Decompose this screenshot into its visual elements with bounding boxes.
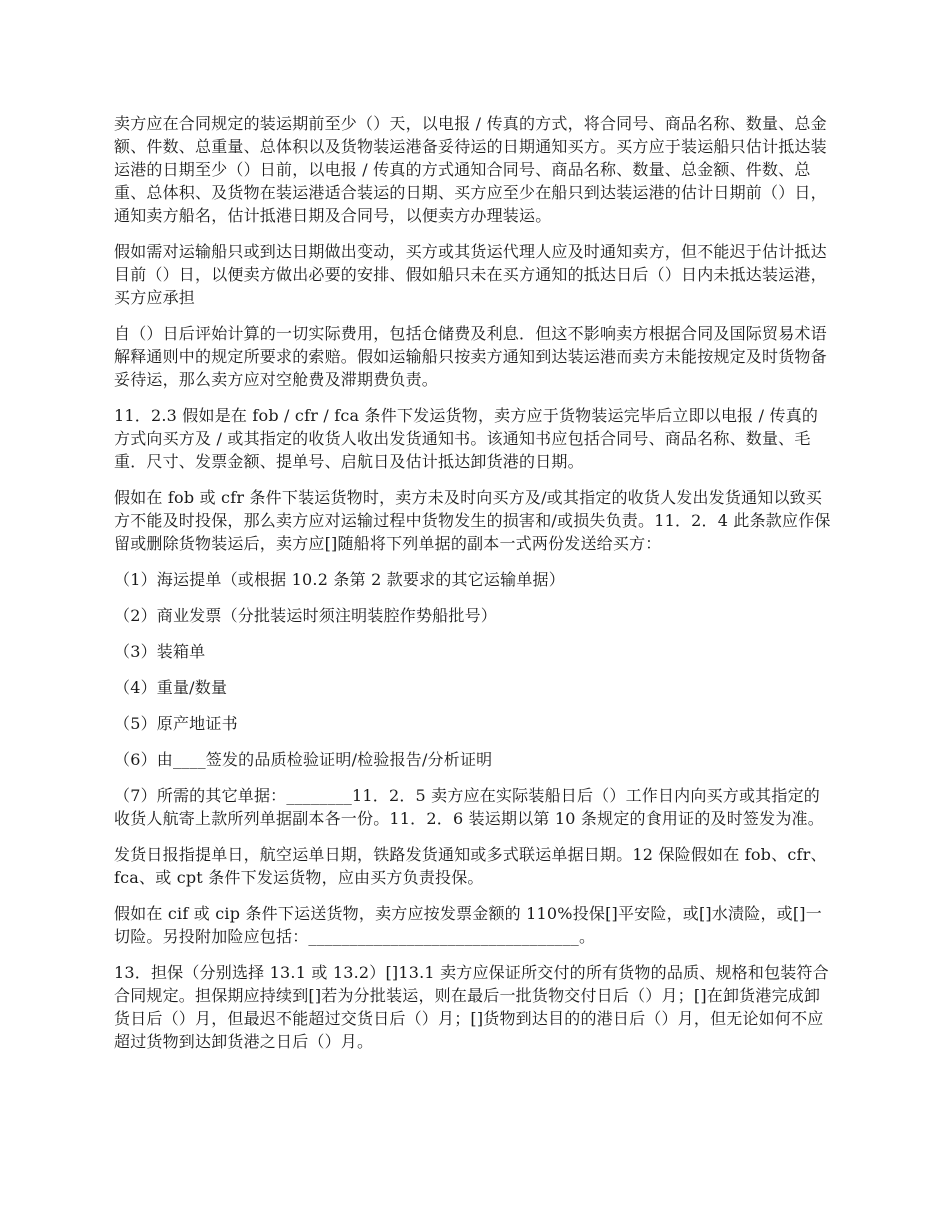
list-item-commercial-invoice: （2）商业发票（分批装运时须注明装腔作势船批号） <box>114 606 497 625</box>
paragraph-other-documents: （7）所需的其它单据：________11．2．5 卖方应在实际装船日后（）工作日内向买方或其指定的收货人航寄上款所列单据副本各一份。11．2．6 装运期以第 10 条规定的食用证的及时签发为准。 <box>114 786 824 828</box>
list-item-weight-quantity: （4）重量/数量 <box>114 678 228 697</box>
list-item-packing-list: （3）装箱单 <box>114 642 206 661</box>
list-item-bill-of-lading: （1）海运提单（或根据 10.2 条第 2 款要求的其它运输单据） <box>114 570 565 589</box>
paragraph-cif-cip: 假如在 cif 或 cip 条件下运送货物，卖方应按发票金额的 110%投保[]平安险，或[]水渍险，或[]一切险。另投附加险应包括：_________________________________。 <box>114 904 822 946</box>
paragraph-insurance: 发货日报指提单日，航空运单日期，铁路发货通知或多式联运单据日期。12 保险假如在 fob、cfr、fca、或 cpt 条件下发运货物，应由买方负责投保。 <box>114 845 827 887</box>
paragraph-guarantee: 13．担保（分别选择 13.1 或 13.2）[]13.1 卖方应保证所交付的所有货物的品质、规格和包装符合合同规定。担保期应持续到[]若为分批装运，则在最后一批货物交付日后（）月；[]在卸货港完成卸货日后（）月，但最迟不能超过交货日后（）月；[]货物到达目的的港日后（）月，但无论如何不应超过货物到达卸货港之日后（）月。 <box>114 963 829 1051</box>
paragraph-shipment-notice: 卖方应在合同规定的装运期前至少（）天，以电报 / 传真的方式，将合同号、商品名称、数量、总金额、件数、总重量、总体积以及货物装运港备妥待运的日期通知买方。买方应于装运船只估计抵达装运港的日期至少（）日前，以电报 / 传真的方式通知合同号、商品名称、数量、总金额、件数、总重、总体积、及货物在装运港适合装运的日期、买方应至少在船只到达装运港的估计日期前（）日，通知卖方船名，估计抵港日期及合同号，以便卖方办理装运。 <box>114 114 827 225</box>
list-item-inspection-certificate: （6）由____签发的品质检验证明/检验报告/分析证明 <box>114 750 493 769</box>
paragraph-costs: 自（）日后评始计算的一切实际费用，包括仓储费及利息．但这不影响卖方根据合同及国际贸易术语解释通则中的规定所要求的索赔。假如运输船只按卖方通知到达装运港而卖方未能按规定及时货物备妥待运，那么卖方应对空舱费及滞期费负责。 <box>114 324 827 389</box>
paragraph-11-2-3: 11．2.3 假如是在 fob / cfr / fca 条件下发运货物，卖方应于货物装运完毕后立即以电报 / 传真的方式向买方及 / 或其指定的收货人收出发货通知书。该通知书应包括合同号、商品名称、数量、毛重．尺寸、发票金额、提单号、启航日及估计抵达卸货港的日期。 <box>114 406 819 471</box>
paragraph-vessel-change: 假如需对运输船只或到达日期做出变动，买方或其货运代理人应及时通知卖方，但不能迟于估计抵达目前（）日，以便卖方做出必要的安排、假如船只未在买方通知的抵达日后（）日内未抵达装运港，买方应承担 <box>114 242 827 307</box>
list-item-certificate-of-origin: （5）原产地证书 <box>114 714 238 733</box>
paragraph-fob-cfr: 假如在 fob 或 cfr 条件下装运货物时，卖方未及时向买方及/或其指定的收货人发出发货通知以致买方不能及时投保，那么卖方应对运输过程中货物发生的损害和/或损失负责。11．2．4 此条款应作保留或删除货物装运后，卖方应[]随船将下列单据的副本一式两份发送给买方： <box>114 488 831 553</box>
